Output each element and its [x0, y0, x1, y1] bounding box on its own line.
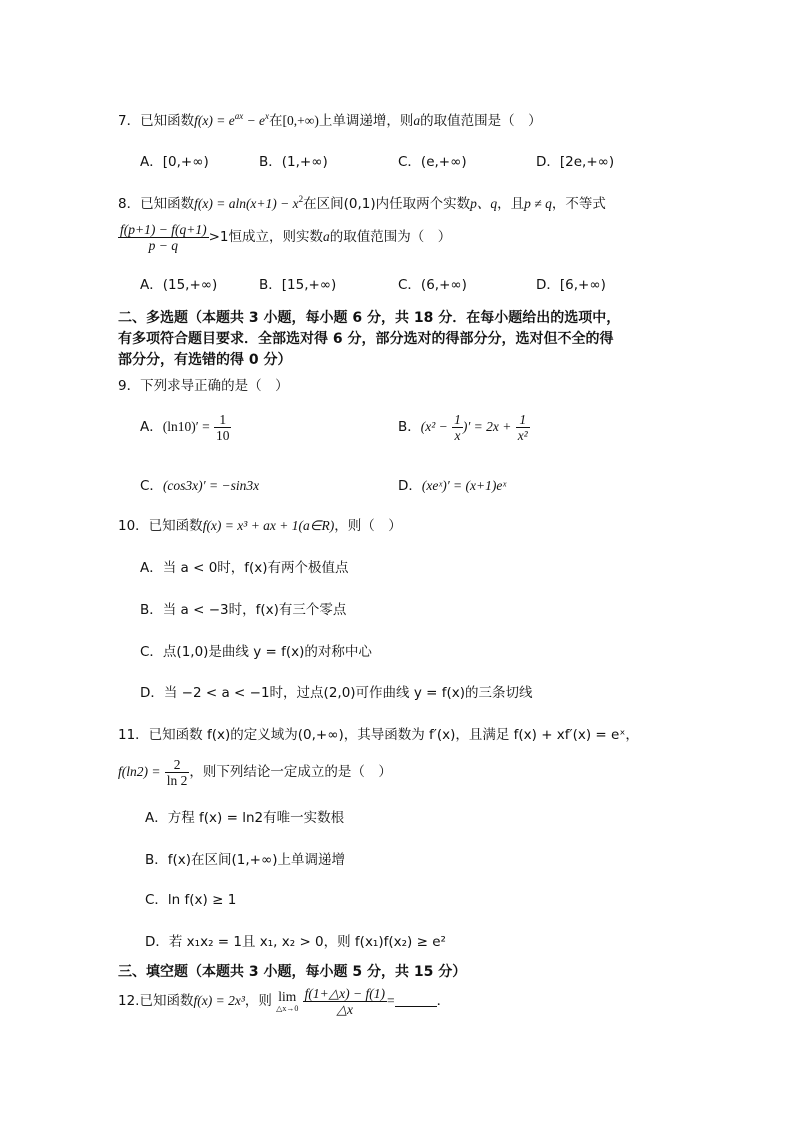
q9-option-b-middle: )′ = 2x + — [462, 419, 512, 434]
q8-condition: >1恒成立，则实数 — [208, 229, 323, 245]
question-10-stem — [118, 514, 402, 534]
q8-fraction — [118, 222, 209, 253]
q8-condition-end: 的取值范围为（ ） — [329, 229, 452, 245]
q8-stem-prefix: 8．已知函数 — [118, 196, 195, 212]
q11-condition-suffix: ，则下列结论一定成立的是（ ） — [189, 764, 392, 780]
q8-option-c[interactable]: C．(6,+∞) — [398, 277, 467, 293]
q7-stem-end: 的取值范围是（ ） — [420, 113, 542, 129]
q8-variable: a — [322, 229, 330, 244]
q8-fraction-denominator: p − q — [118, 237, 209, 253]
q8-option-a[interactable]: A．(15,+∞) — [140, 277, 218, 293]
q12-stem-prefix: 12.已知函数 — [118, 993, 194, 1009]
q7-option-a[interactable]: A．[0,+∞) — [140, 154, 209, 170]
q12-limit-label: lim — [278, 989, 297, 1004]
q8-stem-mid2: ，且 — [497, 196, 525, 212]
q9-option-c[interactable] — [140, 474, 259, 494]
question-7-stem — [118, 109, 542, 129]
q10-stem-prefix: 10．已知函数 — [118, 518, 203, 534]
q10-option-c[interactable]: C．点(1,0)是曲线 y = f(x)的对称中心 — [140, 644, 372, 660]
q11-fraction — [165, 757, 190, 788]
section-2-heading-line-2: 有多项符合题目要求．全部选对得 6 分，部分选对的得部分分，选对但不全的得 — [118, 331, 614, 347]
q8-option-d[interactable]: D．[6,+∞) — [536, 277, 606, 293]
q7-stem-post: 上单调递增，则 — [318, 113, 414, 129]
q11-condition-line — [118, 757, 392, 788]
q9-option-b[interactable] — [398, 412, 530, 443]
q7-variable: a — [413, 113, 421, 128]
q9-option-b-fraction-1 — [452, 412, 463, 443]
q7-function-expr: f(x) = e — [194, 113, 235, 128]
q11-fraction-denominator: ln 2 — [166, 773, 188, 788]
q8-condition-line — [118, 222, 451, 253]
q8-option-b[interactable]: B．[15,+∞) — [259, 277, 337, 293]
question-8-stem — [118, 192, 606, 212]
q8-function-expr: f(x) = aln(x+1) − x — [194, 196, 299, 211]
q7-stem-prefix: 7．已知函数 — [118, 113, 195, 129]
q9-option-a-expr: (ln10)′ = — [162, 419, 210, 434]
q12-stem-mid: ，则 — [244, 993, 272, 1009]
q9-option-d-label: D． — [398, 478, 422, 494]
question-12-stem — [118, 986, 450, 1017]
q7-exponent: ax — [234, 111, 244, 121]
q9-option-c-label: C． — [140, 478, 163, 494]
q9-option-b-prefix: (x² − — [420, 419, 448, 434]
q12-end: ． — [436, 993, 451, 1009]
q8-fraction-numerator: f(p+1) − f(q+1) — [120, 222, 207, 237]
q7-interval: [0,+∞) — [282, 113, 319, 128]
q7-option-c[interactable]: C．(e,+∞) — [398, 154, 467, 170]
q7-stem-mid: 在 — [269, 113, 283, 129]
q12-fraction-denominator: △x — [303, 1001, 387, 1017]
q10-option-d[interactable]: D．当 −2 < a < −1时，过点(2,0)可作曲线 y = f(x)的三条切线 — [140, 685, 533, 701]
q8-neq: p ≠ q — [524, 196, 552, 211]
question-11-stem: 11．已知函数 f(x)的定义域为(0,+∞)，其导函数为 f′(x)，且满足 f(x) + xf′(x) = eˣ， — [118, 727, 639, 743]
q12-limit — [276, 990, 298, 1013]
q9-option-b-numerator-2: 1 — [519, 412, 527, 427]
q11-option-b[interactable]: B．f(x)在区间(1,+∞)上单调递增 — [145, 852, 346, 868]
q8-stem-end: ，不等式 — [551, 196, 606, 212]
q9-option-b-numerator-1: 1 — [454, 412, 461, 427]
q10-option-a[interactable]: A．当 a < 0时，f(x)有两个极值点 — [140, 560, 349, 576]
q9-option-b-label: B． — [398, 419, 421, 435]
section-2-heading-line-3: 部分分，有选错的得 0 分） — [118, 352, 292, 368]
question-9-stem: 9．下列求导正确的是（ ） — [118, 378, 289, 394]
q11-option-c[interactable]: C．ln f(x) ≥ 1 — [145, 892, 237, 908]
q12-answer-blank[interactable] — [395, 994, 437, 1007]
q7-option-b[interactable]: B．(1,+∞) — [259, 154, 328, 170]
q12-limit-subscript: △x→0 — [276, 1004, 299, 1013]
q9-option-b-fraction-2 — [516, 412, 530, 443]
q9-option-d-expr: (xeˣ)′ = (x+1)eˣ — [421, 478, 507, 493]
q9-option-a-fraction — [214, 412, 232, 443]
q9-option-a[interactable] — [140, 412, 231, 443]
q7-exponent-2: x — [265, 111, 270, 121]
q7-expr-tail: − e — [243, 113, 266, 128]
q8-stem-mid: 在区间(0,1)内任取两个实数 — [303, 196, 471, 212]
q11-condition-prefix: f(ln2) = — [118, 764, 161, 779]
q11-fraction-numerator: 2 — [173, 757, 181, 772]
q12-fraction — [303, 986, 387, 1017]
q7-option-d[interactable]: D．[2e,+∞) — [536, 154, 615, 170]
q10-function-expr: f(x) = x³ + ax + 1(a∈R) — [202, 518, 335, 533]
q11-option-a[interactable]: A．方程 f(x) = ln2有唯一实数根 — [145, 810, 345, 826]
q9-option-a-label: A． — [140, 419, 163, 435]
q9-option-a-numerator: 1 — [219, 412, 227, 427]
q10-stem-end: ，则（ ） — [334, 518, 402, 534]
q10-option-b[interactable]: B．当 a < −3时，f(x)有三个零点 — [140, 602, 347, 618]
q8-exponent: 2 — [298, 194, 304, 204]
q8-pq: p、q — [470, 196, 498, 211]
q9-option-c-expr: (cos3x)′ = −sin3x — [162, 478, 260, 493]
q11-option-d[interactable]: D．若 x₁x₂ = 1且 x₁, x₂ > 0，则 f(x₁)f(x₂) ≥ e² — [145, 934, 446, 950]
section-3-heading: 三、填空题（本题共 3 小题，每小题 5 分，共 15 分） — [118, 964, 467, 980]
q12-fraction-numerator: f(1+△x) − f(1) — [304, 986, 385, 1001]
q12-function-expr: f(x) = 2x³ — [193, 993, 245, 1008]
q9-option-b-denominator-2: x² — [517, 428, 528, 443]
q9-option-a-denominator: 10 — [215, 428, 230, 443]
q12-equals: = — [386, 993, 395, 1008]
section-2-heading-line-1: 二、多选题（本题共 3 小题，每小题 6 分，共 18 分．在每小题给出的选项中， — [118, 310, 621, 326]
q9-option-d[interactable] — [398, 474, 506, 494]
q9-option-b-denominator-1: x — [452, 427, 463, 443]
